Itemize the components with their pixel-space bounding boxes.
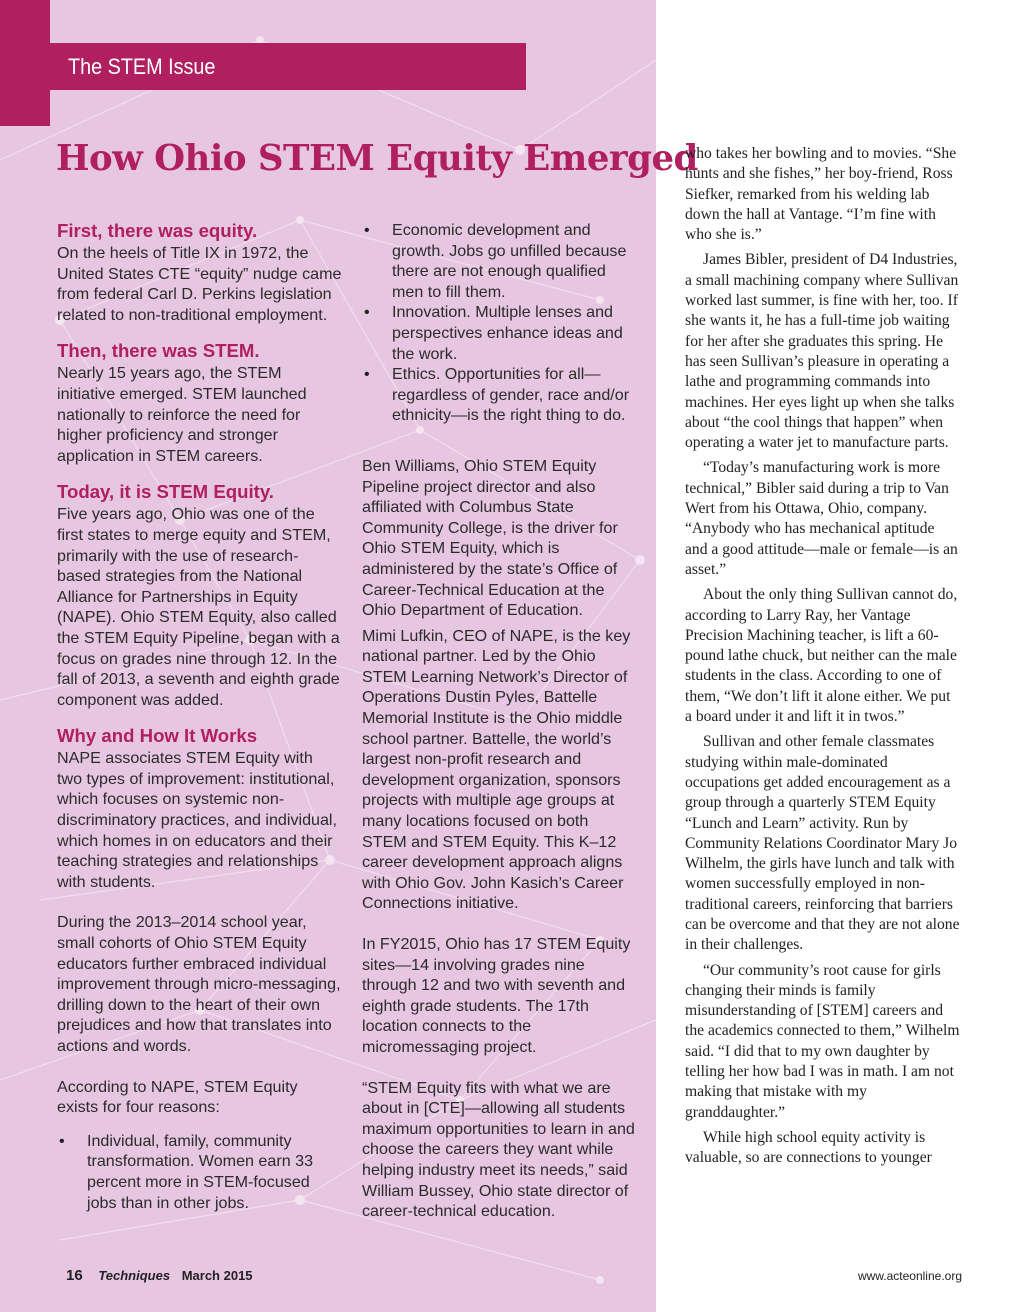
section-banner bbox=[50, 43, 526, 90]
list-item: • Ethics. Opportunities for all—regardless of gender, race and/or ethnicity—is the right thing to do. bbox=[362, 364, 637, 426]
paragraph: Ben Williams, Ohio STEM Equity Pipeline project director and also affiliated with Columbus State Community College, is the driver for Ohio STEM Equity, which is administered by the state’s Office of Career-Technical Education at the Ohio Department of Education. bbox=[362, 456, 618, 620]
list-item: • Economic development and growth. Jobs go unfilled because there are not enough qualified men to fill them. bbox=[362, 220, 637, 302]
paragraph: James Bibler, president of D4 Industries, a small machining company where Sullivan worked last summer, is fine with her, too. If she wants it, he has a full-time job waiting for her after she graduates this spring. He has seen Sullivan’s pleasure in operating a lathe and programming commands into machines. Her eyes light up when she talks about “the cool things that happen” when operating a water jet to manufacture parts. bbox=[685, 251, 959, 452]
paragraph: NAPE associates STEM Equity with two types of improvement: institutional, which focuses on systemic non-discriminatory practices, and individual, which homes in on educators and their teaching strategies and relationships with students. bbox=[57, 749, 337, 891]
list-item: • Individual, family, community transformation. Women earn 33 percent more in STEM-focused jobs than in other jobs. bbox=[57, 1131, 342, 1213]
paragraph: Five years ago, Ohio was one of the first states to merge equity and STEM, primarily with the use of research-based strategies from the National Alliance for Partnerships in Equity (NAPE). Ohio STEM Equity, also called the STEM Equity Pipeline, began with a focus on grades nine through 12. In the fall of 2013, a seventh and eighth grade component was added. bbox=[57, 505, 340, 709]
article-column-1 bbox=[57, 219, 342, 1213]
paragraph: In FY2015, Ohio has 17 STEM Equity sites—14 involving grades nine through 12 and two with seventh and eighth grade students. The 17th location connects to the micromessaging project. bbox=[362, 935, 631, 1056]
subhead-why-how: Why and How It Works bbox=[57, 725, 258, 747]
article-column-3 bbox=[685, 144, 960, 1174]
reasons-list-continued bbox=[362, 220, 637, 426]
paragraph: “Today’s manufacturing work is more technical,” Bibler said during a trip to Van Wert from his Ottawa, Ohio, company. “Anybody who has mechanical aptitude and a good attitude—male or female—is an asset.” bbox=[685, 459, 958, 578]
reasons-list bbox=[57, 1131, 342, 1213]
subhead-equity: First, there was equity. bbox=[57, 220, 258, 241]
paragraph: Nearly 15 years ago, the STEM initiative emerged. STEM launched nationally to reinforce the need for higher proficiency and stronger application in STEM careers. bbox=[57, 364, 307, 465]
article-column-2 bbox=[362, 220, 637, 1222]
footer-folio bbox=[66, 1267, 253, 1284]
paragraph: About the only thing Sullivan cannot do, according to Larry Ray, her Vantage Precision Machining teacher, is lift a 60-pound lathe chuck, but neither can the male students in the class. According to one of them, “We don’t lift it alone either. We put a board under it and lift it in twos.” bbox=[685, 586, 958, 726]
paragraph: “STEM Equity fits with what we are about in [CTE]—allowing all students maximum opportunities to learn in and choose the careers they want while helping industry meet its needs,” said William Bussey, Ohio state director of career-technical education. bbox=[362, 1078, 635, 1221]
page-number: 16 bbox=[66, 1267, 83, 1284]
paragraph: On the heels of Title IX in 1972, the United States CTE “equity” nudge came from federal Carl D. Perkins legislation related to non-traditional employment. bbox=[57, 244, 342, 324]
paragraph: Mimi Lufkin, CEO of NAPE, is the key national partner. Led by the Ohio STEM Learning Network’s Director of Operations Dustin Pyles, Battelle Memorial Institute is the Ohio middle school partner. Battelle, the world’s largest non-profit research and development organization, sponsors projects with multiple age groups at many locations focused on both STEM and STEM Equity. This K–12 career development approach aligns with Ohio Gov. John Kasich’s Career Connections initiative. bbox=[362, 626, 631, 913]
paragraph: “Our community’s root cause for girls changing their minds is family misunderstanding of [STEM] careers and the academics connected to them,” Wilhelm said. “I did that to my own daughter by telling her how bad I was in math. I am not making that mistake with my granddaughter.” bbox=[685, 961, 960, 1121]
subhead-stem-equity: Today, it is STEM Equity. bbox=[57, 481, 274, 503]
list-item: • Innovation. Multiple lenses and perspectives enhance ideas and the work. bbox=[362, 302, 637, 364]
section-label: The STEM Issue bbox=[68, 54, 216, 79]
paragraph: According to NAPE, STEM Equity exists for four reasons: bbox=[57, 1077, 298, 1117]
paragraph: Sullivan and other female classmates studying within male-dominated occupations get added encouragement as a group through a quarterly STEM Equity “Lunch and Learn” activity. Run by Community Relations Coordinator Mary Jo Wilhelm, the girls have lunch and talk with women successfully employed in non-traditional careers, reinforcing that barriers can be overcome and that they are not alone in their challenges. bbox=[685, 733, 960, 954]
corner-accent-bar bbox=[0, 0, 50, 126]
issue-date: March 2015 bbox=[181, 1268, 253, 1283]
paragraph: who takes her bowling and to movies. “She hunts and she fishes,” her boy-friend, Ross Siefker, remarked from his welding lab down the hall at Vantage. “I’m fine with who she is.” bbox=[685, 145, 957, 244]
paragraph: During the 2013–2014 school year, small cohorts of Ohio STEM Equity educators further embraced individual improvement through micro-messaging, drilling down to the heart of their own prejudices and how that translates into actions and words. bbox=[57, 913, 341, 1055]
magazine-name: Techniques bbox=[98, 1268, 171, 1283]
article-title: How Ohio STEM Equity Emerged bbox=[56, 138, 698, 179]
subhead-stem: Then, there was STEM. bbox=[57, 340, 260, 362]
paragraph: While high school equity activity is valuable, so are connections to younger bbox=[685, 1128, 932, 1167]
footer-url: www.acteonline.org bbox=[857, 1269, 962, 1283]
